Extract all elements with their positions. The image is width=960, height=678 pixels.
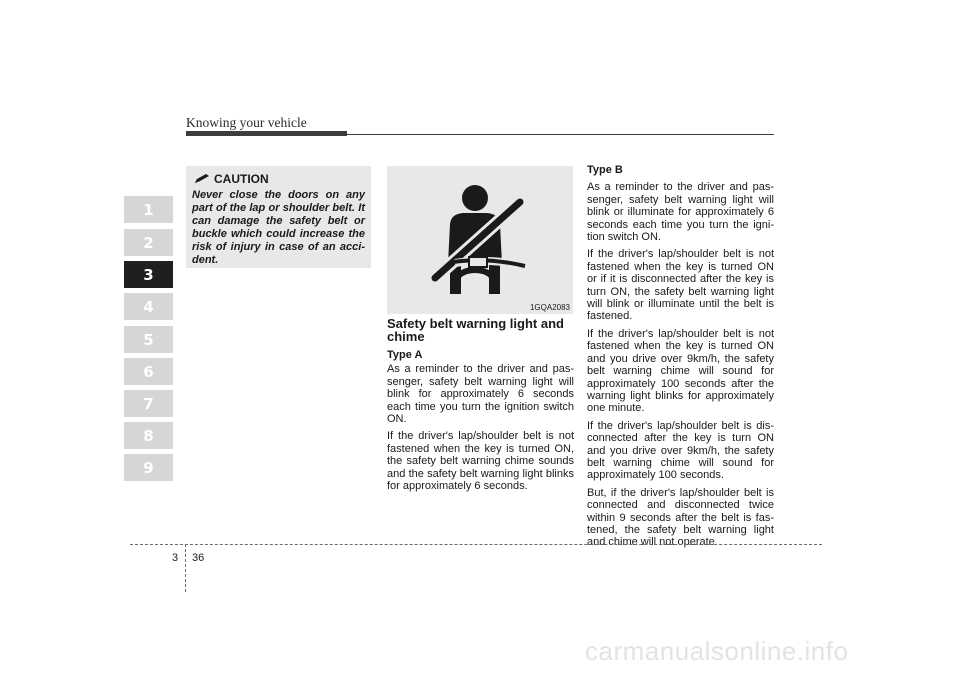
footer-rule bbox=[130, 544, 822, 545]
type-a-heading: Type A bbox=[387, 349, 423, 361]
chapter-tab-4[interactable]: 4 bbox=[124, 293, 173, 320]
caution-title: CAUTION bbox=[214, 172, 269, 186]
caution-text: Never close the doors on any part of the lap or shoulder belt. It can damage the safety belt or buckle which could increase the risk of injury in case of an acci-dent. bbox=[192, 189, 365, 266]
type-b-paragraph: If the driver's lap/shoulder belt is not fastened when the key is turned ON and you drive over 9km/h, the safety belt warning chime will sound for approximately 100 seconds after the warning light blinks for approximately one minute. bbox=[587, 327, 774, 415]
type-b-heading: Type B bbox=[587, 164, 623, 176]
chapter-tab-9[interactable]: 9 bbox=[124, 454, 173, 481]
figure-box bbox=[387, 166, 573, 314]
chapter-tab-7[interactable]: 7 bbox=[124, 390, 173, 417]
chapter-tab-1[interactable]: 1 bbox=[124, 196, 173, 223]
footer-divider bbox=[185, 544, 186, 592]
chapter-tab-3[interactable]: 3 bbox=[124, 261, 173, 288]
figure-code: 1GQA2083 bbox=[529, 303, 570, 312]
pencil-icon bbox=[194, 174, 210, 184]
header-title: Knowing your vehicle bbox=[186, 115, 307, 130]
chapter-tab-5[interactable]: 5 bbox=[124, 326, 173, 353]
type-b-paragraph: If the driver's lap/shoulder belt is not fastened when the key is turned ON or if it is disconnected after the key is turn ON, the safety belt warning light will blink or illuminate until the belt is fastened. bbox=[587, 248, 774, 323]
chapter-tab-6[interactable]: 6 bbox=[124, 358, 173, 385]
type-b-paragraph: As a reminder to the driver and pas-senger, safety belt warning light will blink or illuminate for approximately 6 seconds each time you turn the igni-tion switch ON. bbox=[587, 181, 774, 244]
caution-box bbox=[186, 166, 371, 268]
type-a-paragraph: If the driver's lap/shoulder belt is not fastened when the key is turned ON, the safety belt warning chime sounds and the safety belt warning light blinks for approximately 6 seconds. bbox=[387, 430, 574, 493]
middle-column bbox=[387, 317, 574, 497]
seatbelt-warning-icon bbox=[387, 166, 573, 314]
watermark: carmanualsonline.info bbox=[585, 636, 849, 666]
chapter-tab-2[interactable]: 2 bbox=[124, 229, 173, 256]
type-b-paragraph: If the driver's lap/shoulder belt is dis-connected after the key is turn ON and you drive over 9km/h, the safety belt warning chime will sound for approximately 100 seconds. bbox=[587, 419, 774, 482]
type-a-paragraph: As a reminder to the driver and pas-senger, safety belt warning light will blink for approximately 6 seconds each time you turn the ignition switch ON. bbox=[387, 363, 574, 426]
header-rule bbox=[186, 134, 774, 135]
section-title: Safety belt warning light and chime bbox=[387, 316, 564, 344]
type-b-paragraph: But, if the driver's lap/shoulder belt is connected and disconnected twice within 9 seconds after the belt is fas-tened, the safety belt warning light and chime will not operate. bbox=[587, 486, 774, 549]
footer-chapter-number: 3 bbox=[172, 552, 179, 564]
footer-page-number: 36 bbox=[192, 552, 205, 564]
right-column bbox=[587, 164, 774, 554]
chapter-tab-8[interactable]: 8 bbox=[124, 422, 173, 449]
